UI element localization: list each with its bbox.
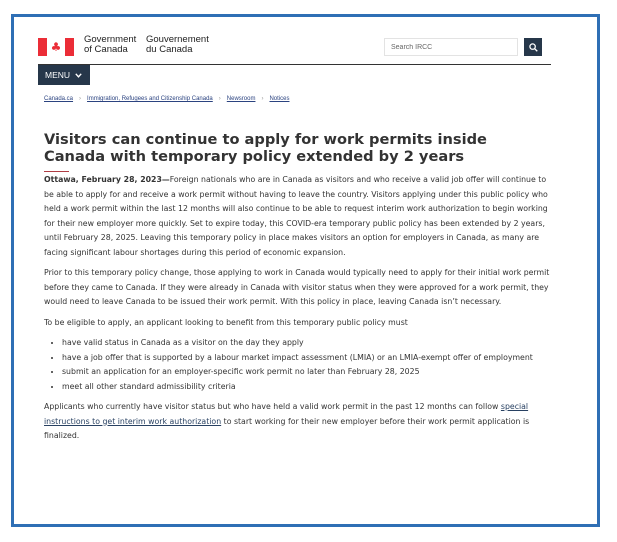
list-item: • have a job offer that is supported by a labour market impact assessment (LMIA) or an LMIA-exempt offer of employment — [62, 351, 552, 366]
paragraph-4: Applicants who currently have visitor status but who have held a valid work permit in the past 12 months can follow special instructions to get interim work authorization to start working for their new employer before their work permit application is finalized. — [44, 402, 530, 440]
signature-french[interactable]: Gouvernement du Canada — [146, 34, 209, 55]
menu-button[interactable]: MENU — [38, 65, 90, 85]
search-input[interactable] — [384, 38, 518, 56]
article-body — [44, 173, 552, 450]
paragraph-2: Prior to this temporary policy change, those applying to work in Canada would typically need to apply for their initial work permit before they came to Canada. If they were already in Canada with visitor status when they were approved for a work permit, they would need to leave Canada to be issued their work permit. With this policy in place, leaving Canada isn’t necessary. — [44, 268, 550, 306]
list-item: • meet all other standard admissibility criteria — [62, 380, 552, 395]
search-button[interactable] — [524, 38, 542, 56]
header-divider — [38, 64, 551, 65]
interim-work-authorization-link[interactable]: special instructions to get interim work authorization — [44, 402, 529, 426]
breadcrumb-ircc[interactable]: Immigration, Refugees and Citizenship Canada — [87, 96, 213, 102]
chevron-down-icon — [75, 73, 82, 78]
list-item: • submit an application for an employer-specific work permit no later than February 28, 2025 — [62, 365, 552, 380]
eligibility-list — [44, 336, 552, 394]
paragraph-3: To be eligible to apply, an applicant looking to benefit from this temporary public policy must — [44, 317, 408, 327]
breadcrumb-notices[interactable]: Notices — [269, 96, 290, 102]
breadcrumb-newsroom[interactable]: Newsroom — [226, 96, 256, 102]
breadcrumb-canada[interactable]: Canada.ca — [44, 96, 74, 102]
paragraph-1: Ottawa, February 28, 2023—Foreign nationals who are in Canada as visitors and who receive a valid job offer will continue to be able to apply for and receive a work permit without having to leave the country. Visitors applying under this public policy who held a work permit within the last 12 months will also continue to be able to request interim work authorization to begin working for their new employer more quickly. Set to expire today, this COVID-era temporary public policy has been extended by 2 years, until February 28, 2025. Leaving this temporary policy in place makes visitors an option for employers in Canada, as many are facing significant labour shortages during this period of economic expansion. — [44, 175, 548, 257]
search-icon — [529, 43, 538, 52]
canada-flag-icon: ♣ — [38, 38, 74, 56]
list-item: • have valid status in Canada as a visitor on the day they apply — [62, 336, 552, 351]
breadcrumb: Canada.ca › Immigration, Refugees and Citizenship Canada › Newsroom › Notices — [44, 96, 290, 102]
page-title: Visitors can continue to apply for work permits inside Canada with temporary policy extended by 2 years — [44, 131, 487, 165]
dateline: Ottawa, February 28, 2023 — [44, 175, 162, 184]
title-underline — [44, 171, 69, 172]
site-header — [38, 34, 558, 62]
signature-english[interactable]: Government of Canada — [84, 34, 137, 55]
